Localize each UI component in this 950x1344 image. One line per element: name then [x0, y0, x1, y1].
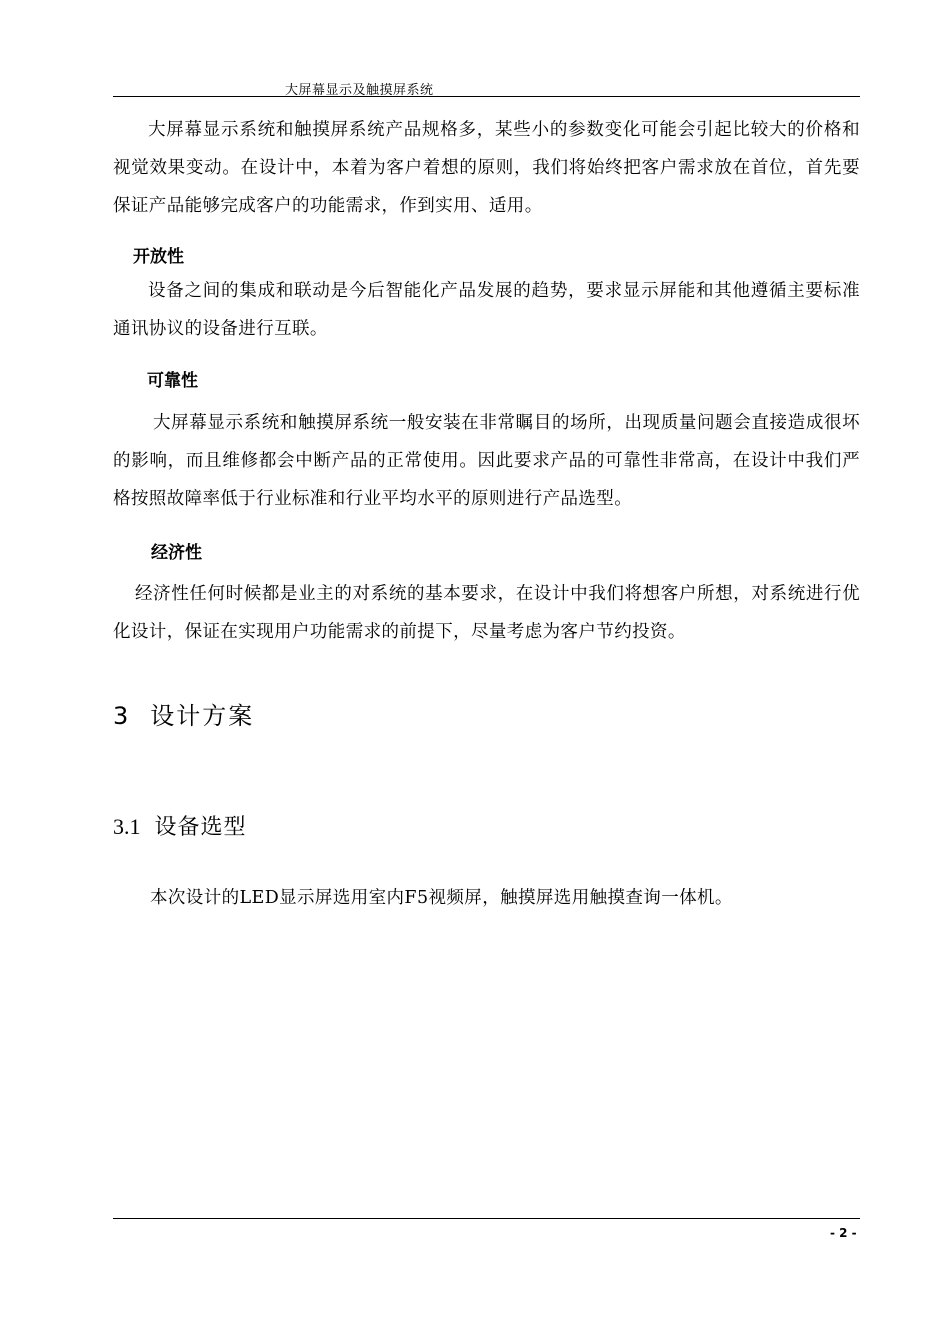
header-title: 大屏幕显示及触摸屏系统 — [285, 83, 434, 98]
paragraph-reliability: 大屏幕显示系统和触摸屏系统一般安装在非常瞩目的场所，出现质量问题会直接造成很坏的影响，而且维修都会中断产品的正常使用。因此要求产品的可靠性非常高，在设计中我们严格按照故障率低于行业标准和行业平均水平的原则进行产品选型。 — [113, 413, 860, 509]
chapter-title: 设计方案 — [150, 702, 255, 730]
chapter-heading — [113, 696, 254, 731]
paragraph-openness: 设备之间的集成和联动是今后智能化产品发展的趋势，要求显示屏能和其他遵循主要标准通讯协议的设备进行互联。 — [113, 281, 860, 339]
subsection-paragraph: 本次设计的LED显示屏选用室内F5视频屏，触摸屏选用触摸查询一体机。 — [150, 888, 733, 908]
intro-paragraph: 大屏幕显示系统和触摸屏系统产品规格多，某些小的参数变化可能会引起比较大的价格和视觉效果变动。在设计中，本着为客户着想的原则，我们将始终把客户需求放在首位，首先要保证产品能够完成客户的功能需求，作到实用、适用。 — [113, 120, 860, 216]
chapter-number: 3 — [113, 702, 131, 730]
page-number: - 2 - — [830, 1226, 857, 1240]
heading-openness: 开放性 — [133, 247, 184, 267]
heading-reliability: 可靠性 — [147, 371, 198, 391]
subsection-title: 设备选型 — [154, 815, 247, 840]
subsection-number: 3.1 — [113, 814, 141, 839]
heading-economy: 经济性 — [151, 543, 202, 563]
subsection-heading — [113, 810, 247, 841]
page-header — [113, 78, 860, 97]
footer-divider — [113, 1218, 860, 1219]
paragraph-economy: 经济性任何时候都是业主的对系统的基本要求，在设计中我们将想客户所想，对系统进行优化设计，保证在实现用户功能需求的前提下，尽量考虑为客户节约投资。 — [113, 584, 860, 642]
